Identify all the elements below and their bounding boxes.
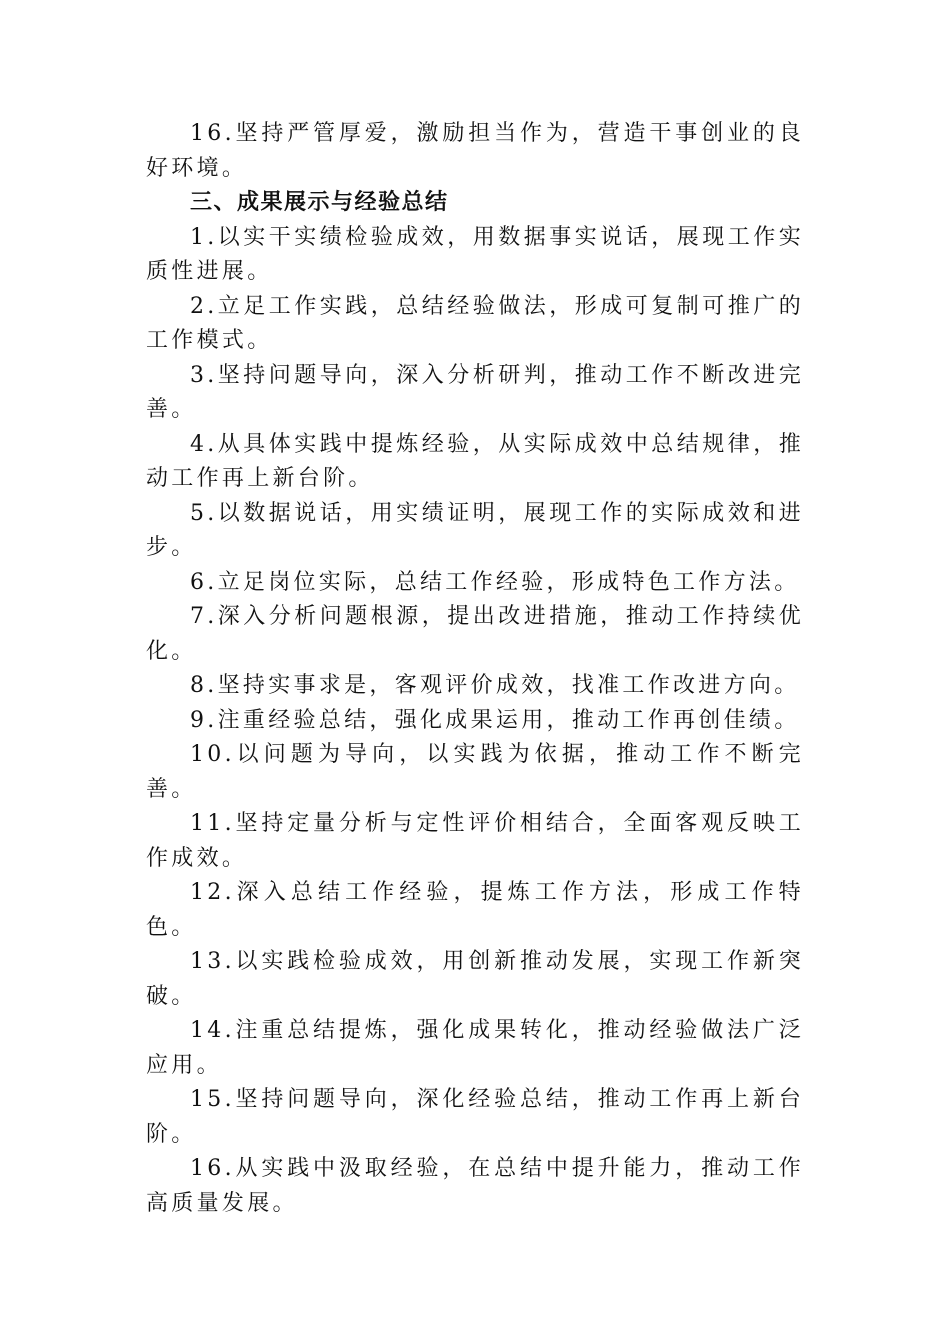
list-item: 2.立足工作实践，总结经验做法，形成可复制可推广的工作模式。: [146, 293, 804, 353]
list-item: 8.坚持实事求是，客观评价成效，找准工作改进方向。: [190, 673, 800, 698]
list-item: 1.以实干实绩检验成效，用数据事实说话，展现工作实质性进展。: [146, 224, 804, 284]
list-item: 3.坚持问题导向，深入分析研判，推动工作不断改进完善。: [146, 362, 804, 422]
list-item: 14.注重总结提炼，强化成果转化，推动经验做法广泛应用。: [146, 1018, 804, 1078]
list-item: 13.以实践检验成效，用创新推动发展，实现工作新突破。: [146, 949, 804, 1009]
document-body: [146, 117, 804, 1221]
list-item: 11.坚持定量分析与定性评价相结合，全面客观反映工作成效。: [146, 811, 804, 871]
list-item: 12.深入总结工作经验，提炼工作方法，形成工作特色。: [146, 880, 804, 940]
section-heading: 三、成果展示与经验总结: [190, 190, 449, 215]
list-item: 15.坚持问题导向，深化经验总结，推动工作再上新台阶。: [146, 1087, 804, 1147]
list-item: 5.以数据说话，用实绩证明，展现工作的实际成效和进步。: [146, 500, 804, 560]
list-item: 7.深入分析问题根源，提出改进措施，推动工作持续优化。: [146, 604, 804, 664]
list-item: 10.以问题为导向，以实践为依据，推动工作不断完善。: [146, 742, 804, 802]
list-item: 16.从实践中汲取经验，在总结中提升能力，推动工作高质量发展。: [146, 1156, 804, 1216]
list-item: 4.从具体实践中提炼经验，从实际成效中总结规律，推动工作再上新台阶。: [146, 431, 804, 491]
list-item: 9.注重经验总结，强化成果运用，推动工作再创佳绩。: [190, 707, 800, 733]
list-item: 6.立足岗位实际，总结工作经验，形成特色工作方法。: [190, 569, 800, 595]
paragraph-intro-item: 16.坚持严管厚爱，激励担当作为，营造干事创业的良好环境。: [146, 121, 804, 181]
